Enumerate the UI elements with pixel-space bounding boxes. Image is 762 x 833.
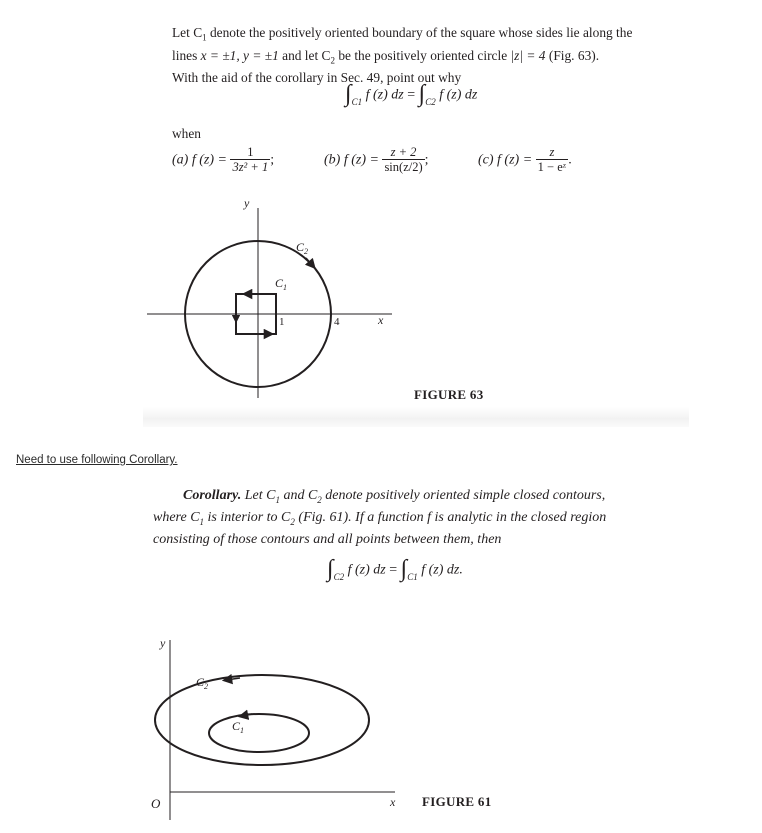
fig63-c2-label: $C_2$	[296, 240, 309, 256]
fig61-origin-label: O	[151, 796, 161, 811]
fig61-c1-label: $C_1$	[232, 719, 245, 735]
corollary-line-3: consisting of those contours and all points between them, then	[153, 531, 502, 547]
problem-line-3: With the aid of the corollary in Sec. 49, point out why	[172, 70, 462, 86]
fig63-y-label: y	[244, 196, 250, 210]
fig63-c1-label: $C_1$	[275, 276, 288, 292]
fig61-x-label: x	[390, 795, 396, 809]
fig63-tick-4-label: 4	[334, 316, 340, 328]
fig63-c2-arrow	[306, 258, 313, 266]
part-a: (a) f (z) = $\frac{1}{\text{3z² + 1}}$ ;	[172, 145, 275, 175]
figure-61-caption: FIGURE 61	[422, 794, 492, 809]
corollary-line-1: Corollary. Let $C_1$ and $C_2$ denote positively oriented simple closed contours,	[183, 488, 606, 505]
corollary-line-2: where $C_1$ is interior to $C_2$ (Fig. 61). If a function f is analytic in the closed region	[153, 509, 607, 527]
problem-line-2: lines x = ±1, y = ±1 and let $C_2$ be the positively oriented circle |z| = 4 (Fig. 63).	[172, 47, 600, 66]
part-b: (b) f (z) = $\frac{z + 2}{\sin(z/2)}$ ;	[324, 145, 429, 175]
when-label: when	[172, 126, 202, 141]
fig61-c2-arrow	[226, 678, 240, 680]
figure-61-diagram	[0, 620, 762, 833]
separator-band	[143, 407, 689, 427]
integral-equation: $\int_{C1}$ f (z) dz = $\int_{C2}$ f (z) dz	[345, 81, 478, 107]
problem-line-1: Let $C_1$ denote the positively oriented boundary of the square whose sides lie along the	[172, 25, 633, 43]
fig63-x-label: x	[378, 313, 384, 327]
corollary-link[interactable]: Need to use following Corollary.	[16, 454, 178, 466]
corollary-title: Corollary.	[183, 488, 242, 503]
fig61-c2-label: $C_2$	[196, 675, 209, 691]
fig61-y-label: y	[160, 636, 166, 650]
part-c: (c) f (z) = $\frac{z}{\text{1 − eᶻ}}$ .	[478, 145, 572, 175]
fig61-inner-c1	[209, 714, 309, 752]
corollary-equation: $\int_{C2}$ f (z) dz = $\int_{C1}$ f (z) dz.	[327, 556, 463, 582]
corollary-statement	[153, 487, 683, 549]
fig63-tick-1-label: 1	[279, 316, 285, 328]
figure-63-caption: FIGURE 63	[414, 387, 484, 402]
